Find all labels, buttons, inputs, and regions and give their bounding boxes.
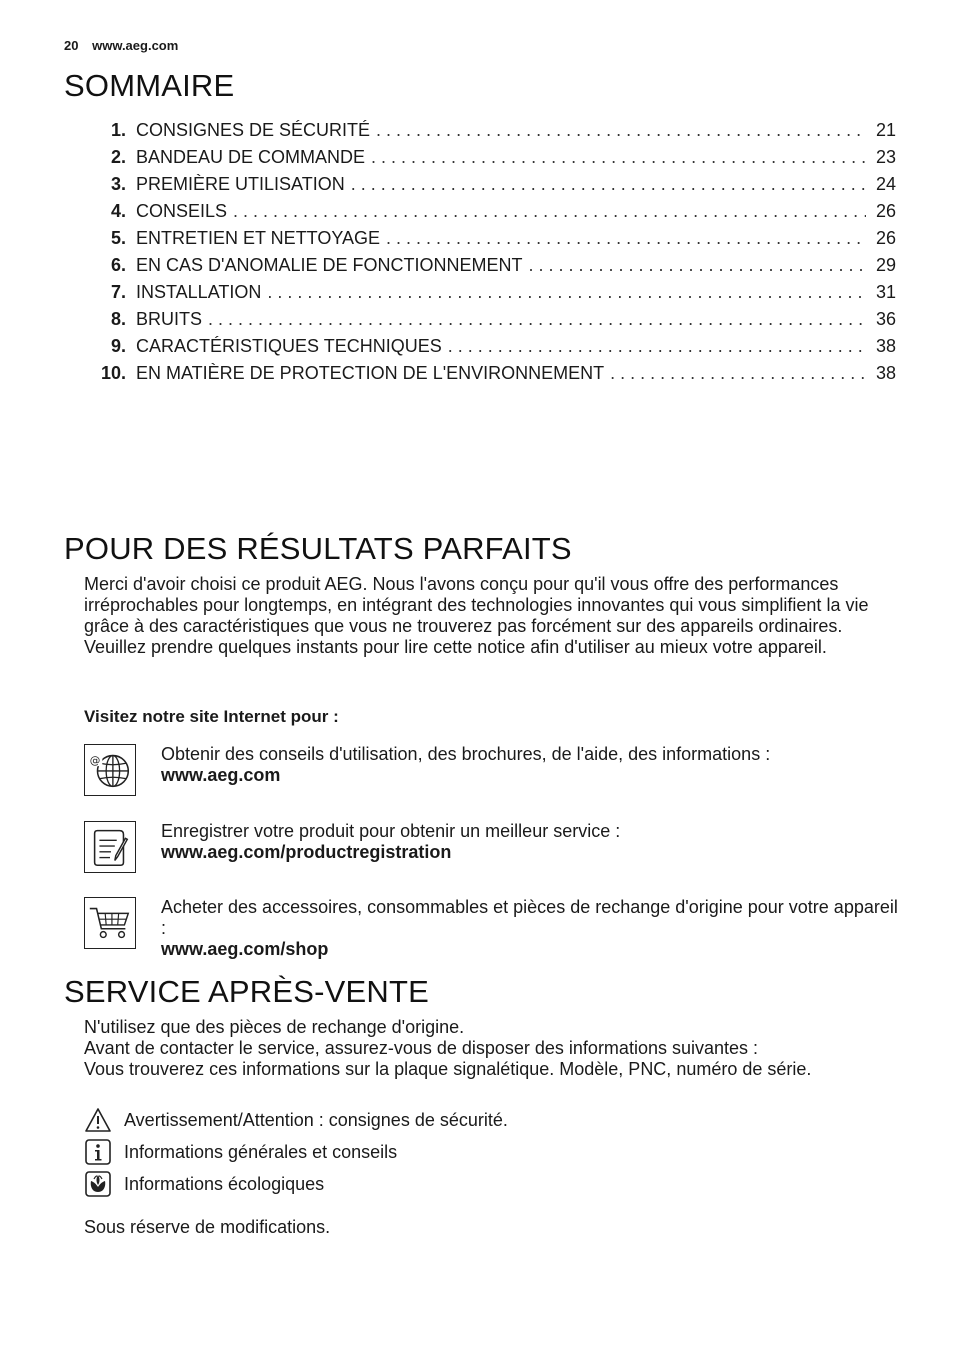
legend-item: [84, 1168, 508, 1200]
toc-item-number: 5.: [110, 228, 126, 248]
toc-leader-dots: [351, 174, 866, 195]
toc-item-page: 38: [875, 363, 896, 383]
toc-item-page: 26: [875, 201, 896, 221]
icon-legend: [84, 1104, 508, 1200]
toc-item-title: BRUITS: [136, 309, 203, 329]
toc-item-page: 26: [875, 228, 896, 248]
toc-item-number: 4.: [110, 201, 126, 221]
legend-item: [84, 1104, 508, 1136]
toc-item-number: 2.: [110, 147, 126, 167]
toc-item-title: CARACTÉRISTIQUES TECHNIQUES: [136, 336, 442, 356]
toc-item-title: INSTALLATION: [136, 282, 262, 302]
toc-item[interactable]: [90, 363, 896, 390]
toc-item[interactable]: [90, 120, 896, 147]
toc-leader-dots: [376, 120, 866, 141]
toc-item-page: 36: [875, 309, 896, 329]
toc-item-number: 10.: [100, 363, 126, 383]
toc-leader-dots: [528, 255, 866, 276]
toc-item-page: 38: [875, 336, 896, 356]
toc-leader-dots: [386, 228, 866, 249]
apres-vente-line: Avant de contacter le service, assurez-vous de disposer des informations suivantes :: [84, 1038, 759, 1058]
service-description: Obtenir des conseils d'utilisation, des brochures, de l'aide, des informations :: [161, 744, 771, 764]
toc-item[interactable]: [90, 174, 896, 201]
visit-label: Visitez notre site Internet pour :: [84, 707, 339, 726]
toc-item-title: ENTRETIEN ET NETTOYAGE: [136, 228, 381, 248]
toc-item[interactable]: [90, 282, 896, 309]
toc-leader-dots: [233, 201, 866, 222]
page-header: [64, 38, 178, 53]
website-link[interactable]: www.aeg.com: [161, 765, 281, 785]
toc-item-title: CONSIGNES DE SÉCURITÉ: [136, 120, 371, 140]
legend-text: Avertissement/Attention : consignes de sécurité.: [124, 1109, 508, 1130]
apres-vente-line: N'utilisez que des pièces de rechange d'origine.: [84, 1017, 465, 1037]
toc-leader-dots: [448, 336, 866, 357]
table-of-contents: [90, 120, 896, 390]
toc-item[interactable]: [90, 336, 896, 363]
legend-text: Informations écologiques: [124, 1173, 325, 1194]
toc-item-page: 21: [875, 120, 896, 140]
toc-item-number: 9.: [110, 336, 126, 356]
info-icon: [84, 1138, 112, 1166]
warning-icon: [84, 1106, 112, 1134]
toc-item[interactable]: [90, 228, 896, 255]
toc-item-page: 24: [875, 174, 896, 194]
toc-leader-dots: [267, 282, 866, 303]
resultats-title: POUR DES RÉSULTATS PARFAITS: [64, 531, 572, 566]
page-number: 20: [64, 38, 79, 53]
toc-item-page: 29: [875, 255, 896, 275]
apres-vente-text: [84, 1017, 899, 1080]
toc-item-number: 3.: [110, 174, 126, 194]
footnote: Sous réserve de modifications.: [84, 1217, 331, 1237]
header-website[interactable]: www.aeg.com: [92, 38, 179, 53]
toc-item-page: 31: [875, 282, 896, 302]
eco-icon: [84, 1170, 112, 1198]
toc-leader-dots: [371, 147, 866, 168]
intro-paragraph: Merci d'avoir choisi ce produit AEG. Nous l'avons conçu pour qu'il vous offre des performances irréprochables pour longtemps, en intégrant des technologies innovantes qui vous simplifient la vie grâce à des caractéristiques que vous ne trouverez pas forcément sur des appareils ordinaires. Veuillez prendre quelques instants pour lire cette notice afin d'utiliser au mieux votre appareil.: [84, 574, 869, 657]
service-description: Acheter des accessoires, consommables et pièces de rechange d'origine pour votre appareil :: [161, 897, 898, 938]
toc-item-title: CONSEILS: [136, 201, 228, 221]
toc-item[interactable]: [90, 201, 896, 228]
product-registration-link[interactable]: www.aeg.com/productregistration: [161, 842, 452, 862]
shop-link[interactable]: www.aeg.com/shop: [161, 939, 329, 959]
toc-leader-dots: [208, 309, 866, 330]
toc-item[interactable]: [90, 255, 896, 282]
toc-item-title: BANDEAU DE COMMANDE: [136, 147, 366, 167]
toc-item-number: 1.: [110, 120, 126, 140]
apres-vente-line: Vous trouverez ces informations sur la plaque signalétique. Modèle, PNC, numéro de série.: [84, 1059, 812, 1079]
globe-icon: [84, 744, 136, 796]
legend-item: [84, 1136, 508, 1168]
apres-vente-title: SERVICE APRÈS-VENTE: [64, 974, 430, 1009]
registration-icon: [84, 821, 136, 873]
toc-item-number: 7.: [110, 282, 126, 302]
toc-item[interactable]: [90, 147, 896, 174]
toc-item-title: PREMIÈRE UTILISATION: [136, 174, 345, 194]
svg-text:@: @: [89, 755, 101, 768]
shopping-cart-icon: [84, 897, 136, 949]
toc-item-page: 23: [875, 147, 896, 167]
toc-item-title: EN MATIÈRE DE PROTECTION DE L'ENVIRONNEMENT: [136, 363, 605, 383]
legend-text: Informations générales et conseils: [124, 1141, 398, 1162]
toc-item-number: 6.: [110, 255, 126, 275]
toc-item[interactable]: [90, 309, 896, 336]
toc-item-number: 8.: [110, 309, 126, 329]
service-description: Enregistrer votre produit pour obtenir un meilleur service :: [161, 821, 621, 841]
toc-item-title: EN CAS D'ANOMALIE DE FONCTIONNEMENT: [136, 255, 523, 275]
toc-leader-dots: [610, 363, 866, 384]
sommaire-title: SOMMAIRE: [64, 68, 235, 103]
